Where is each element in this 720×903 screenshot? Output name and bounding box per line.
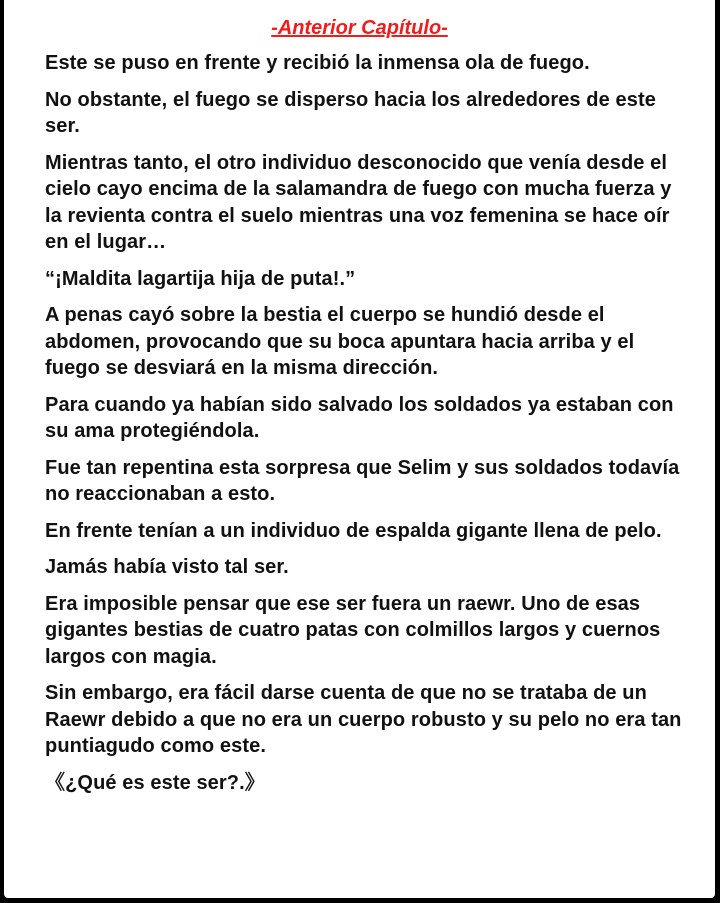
- paragraph: Jamás había visto tal ser.: [45, 556, 289, 578]
- paragraph: Para cuando ya habían sido salvado los soldados ya estaban con su ama protegiéndola.: [45, 393, 674, 442]
- paragraph: “¡Maldita lagartija hija de puta!.”: [45, 267, 356, 290]
- paragraph: No obstante, el fuego se disperso hacia los alrededores de este ser.: [45, 88, 656, 137]
- document-page: [4, 0, 715, 898]
- paragraph: En frente tenían a un individuo de espalda gigante llena de pelo.: [45, 519, 662, 542]
- paragraph: Este se puso en frente y recibió la inmensa ola de fuego.: [45, 52, 590, 74]
- paragraph: Fue tan repentina esta sorpresa que Selim y sus soldados todavía no reaccionaban a esto.: [45, 456, 680, 505]
- paragraph: Era imposible pensar que ese ser fuera un raewr. Uno de esas gigantes bestias de cuatro patas con colmillos largos y cuernos largos con magia.: [45, 592, 661, 668]
- paragraph: A penas cayó sobre la bestia el cuerpo se hundió desde el abdomen, provocando que su boca apuntara hacia arriba y el fuego se desviará en la misma dirección.: [45, 304, 635, 379]
- paragraph: 《¿Qué es este ser?.》: [45, 771, 265, 794]
- paragraph: Sin embargo, era fácil darse cuenta de que no se trataba de un Raewr debido a que no era un cuerpo robusto y su pelo no era tan puntiagudo como este.: [45, 682, 682, 757]
- chapter-title: -Anterior Capítulo-: [271, 17, 448, 39]
- chapter-text: [45, 50, 685, 806]
- paragraph: Mientras tanto, el otro individuo desconocido que venía desde el cielo cayo encima de la salamandra de fuego con mucha fuerza y la revienta contra el suelo mientras una voz femenina se hace oír en el lugar…: [45, 151, 672, 253]
